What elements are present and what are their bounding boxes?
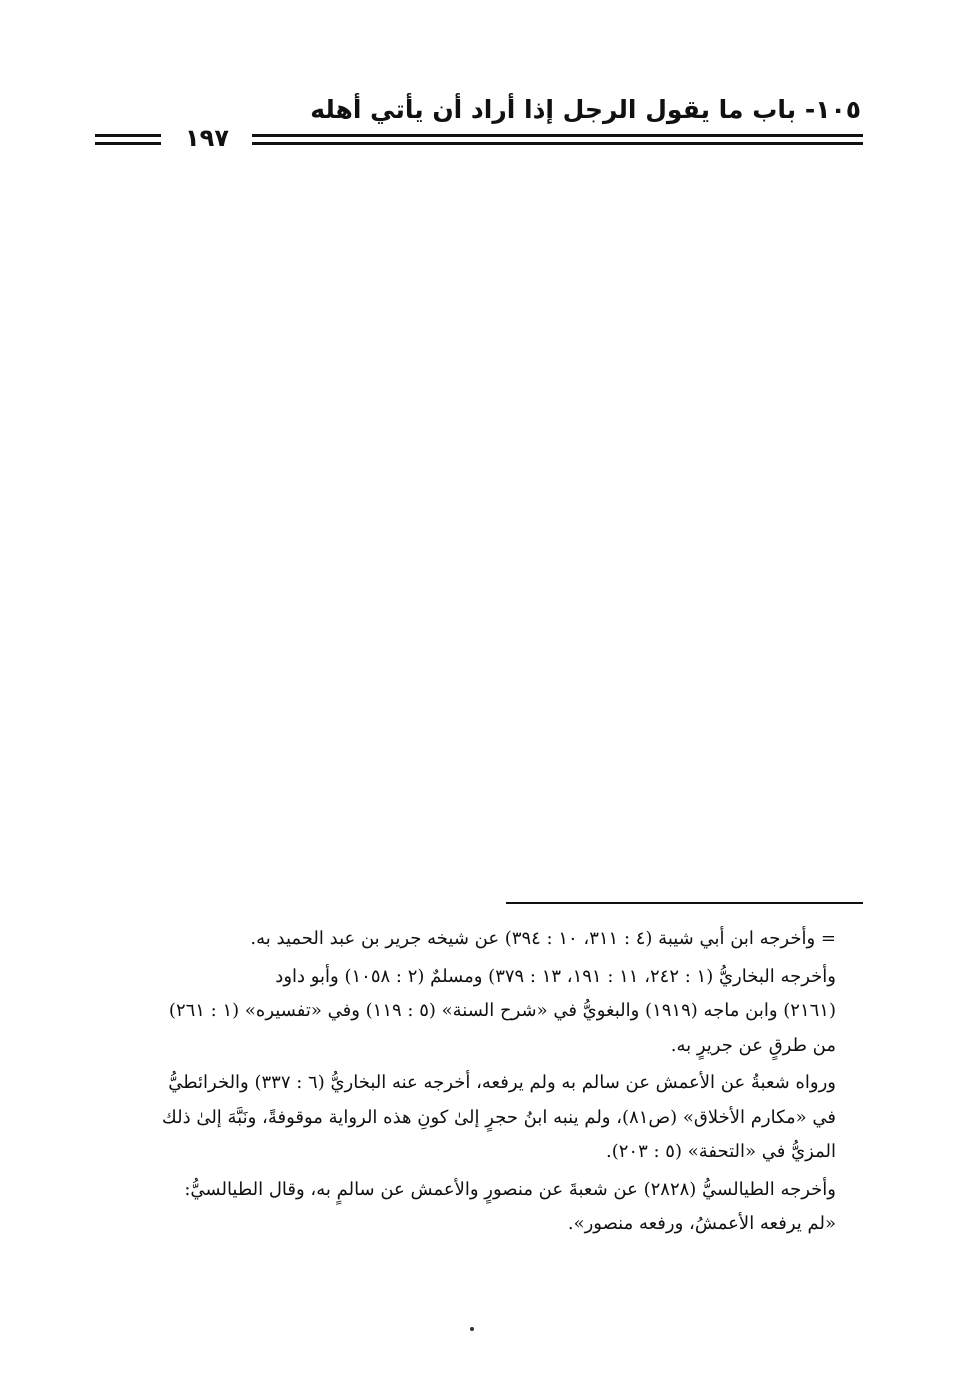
footnote-line: ورواه شعبةُ عن الأعمش عن سالم به ولم يرفعه، أخرجه عنه البخاريُّ (٦ : ٣٣٧) والخرائطيُّ	[168, 1072, 836, 1093]
footnote-paragraph	[96, 1066, 836, 1170]
header-rule-left-bottom	[95, 142, 161, 145]
chapter-title: ١٠٥- باب ما يقول الرجل إذا أراد أن يأتي أهله	[310, 95, 861, 124]
footnote-line: «لم يرفعه الأعمشُ، ورفعه منصور».	[567, 1213, 836, 1234]
footnote-line: في «مكارم الأخلاق» (ص٨١)، ولم ينبه ابنُ حجرٍ إلىٰ كونِ هذه الرواية موقوفةً، ونَبَّهَ إلىٰ ذلك	[161, 1106, 836, 1128]
page-number: ١٩٧	[185, 124, 229, 152]
footnotes	[96, 922, 836, 1242]
footnote-paragraph	[96, 960, 836, 1064]
header-rule-left-top	[95, 134, 161, 137]
footnote-line: من طرقٍ عن جريرٍ به.	[670, 1034, 836, 1056]
page-mark	[470, 1327, 474, 1331]
footnote-line: = وأخرجه ابن أبي شيبة (٤ : ٣١١، ١٠ : ٣٩٤) عن شيخه جرير بن عبد الحميد به.	[250, 928, 836, 949]
footnote-paragraph	[96, 922, 836, 957]
header-rule-top	[252, 134, 863, 137]
footnote-line: (٢١٦١) وابن ماجه (١٩١٩) والبغويُّ في «شرح السنة» (٥ : ١١٩) وفي «تفسيره» (١ : ٢٦١)	[168, 1000, 836, 1021]
footnote-paragraph	[96, 1173, 836, 1242]
header-rule-bottom	[252, 142, 863, 145]
footnote-line: وأخرجه البخاريُّ (١ : ٢٤٢، ١١ : ١٩١، ١٣ : ٣٧٩) ومسلمٌ (٢ : ١٠٥٨) وأبو داود	[275, 965, 836, 987]
footnote-separator	[506, 902, 863, 904]
footnote-line: المزيُّ في «التحفة» (٥ : ٢٠٣).	[606, 1141, 836, 1162]
footnote-line: وأخرجه الطيالسيُّ (٢٨٢٨) عن شعبةَ عن منصورٍ والأعمش عن سالمٍ به، وقال الطيالسيُّ:	[184, 1178, 836, 1200]
